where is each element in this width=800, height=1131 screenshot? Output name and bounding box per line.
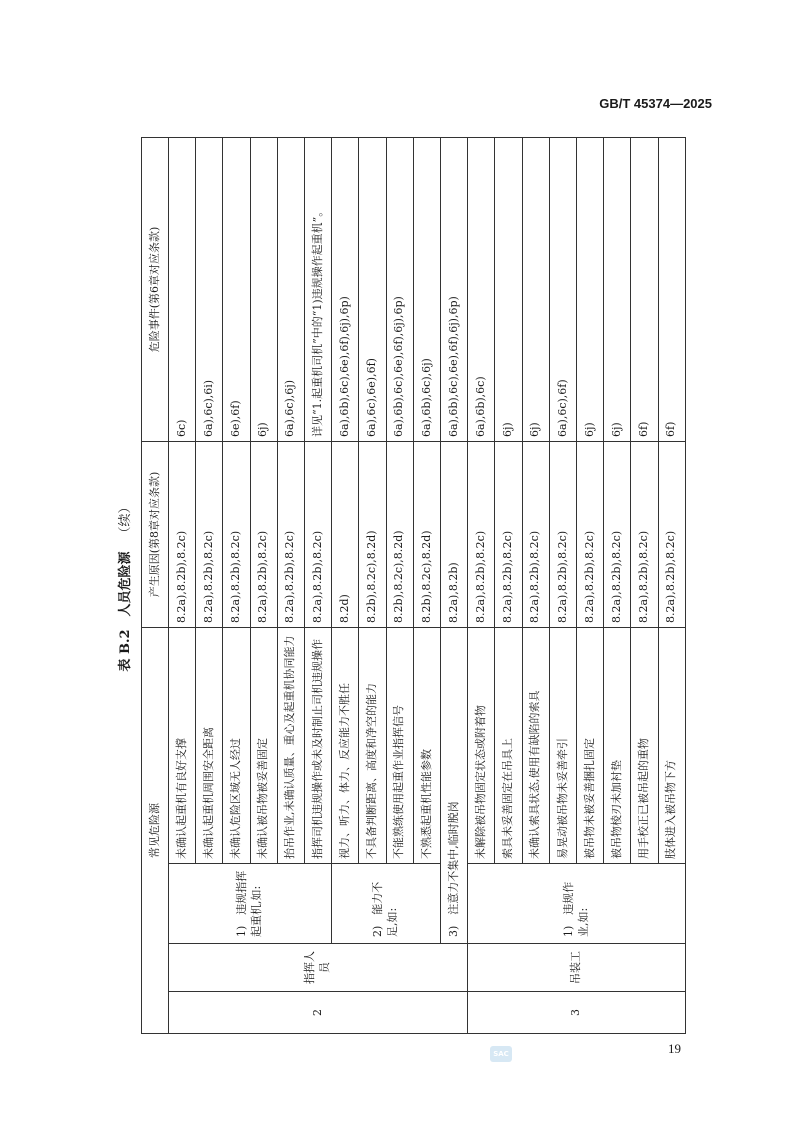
event-cell: 6a),6b),6c),6e),6f),6j),6p) (441, 138, 468, 442)
event-cell: 6e),6f) (223, 138, 250, 442)
hazard-item: 不熟悉起重机性能参数 (413, 628, 440, 864)
table-continued: （续） (118, 500, 133, 540)
event-cell: 6j) (495, 138, 522, 442)
category-number: 3 (468, 992, 686, 1034)
rotated-table-page (111, 138, 711, 1034)
hazard-item: 视力、听力、体力、反应能力不胜任 (332, 628, 359, 864)
cause-cell: 8.2a),8.2b),8.2c) (604, 442, 631, 628)
cause-cell: 8.2b),8.2c),8.2d) (413, 442, 440, 628)
cause-cell: 8.2a),8.2b),8.2c) (223, 442, 250, 628)
group-label: 3) 注意力不集中,临时脱岗 (441, 628, 468, 944)
table-title (111, 138, 141, 1034)
table-row (169, 138, 196, 1034)
hazard-item: 抬吊作业,未确认质量、重心及起重机协同能力 (277, 628, 304, 864)
hazard-item: 指挥司机违规操作或未及时制止司机违规操作 (305, 628, 332, 864)
event-cell: 6a),6c),6i) (196, 138, 223, 442)
event-cell: 6a),6b),6c),6e),6f),6j),6p) (386, 138, 413, 442)
cause-cell: 8.2a),8.2b),8.2c) (522, 442, 549, 628)
table-row (441, 138, 468, 1034)
event-cell: 6f) (631, 138, 658, 442)
event-cell: 6j) (522, 138, 549, 442)
hazard-item: 未确认被吊物被妥善固定 (250, 628, 277, 864)
hazard-table (141, 137, 686, 1034)
table-title-text: 表 B.2 人员危险源 (118, 551, 133, 672)
hazard-item: 未解除被吊物固定状态或附着物 (468, 628, 495, 864)
event-cell: 6j) (604, 138, 631, 442)
cause-cell: 8.2a),8.2b),8.2c) (305, 442, 332, 628)
hazard-item: 用手校正已被吊起的重物 (631, 628, 658, 864)
event-cell: 6j) (250, 138, 277, 442)
cause-cell: 8.2a),8.2b),8.2c) (277, 442, 304, 628)
hazard-item: 被吊物未被妥善捆扎固定 (577, 628, 604, 864)
event-cell: 6a),6b),6c) (468, 138, 495, 442)
col-cause-header: 产生原因(第8章对应条款) (142, 442, 169, 628)
group-label: 1) 违规指挥起重机,如: (169, 864, 332, 944)
cause-cell: 8.2a),8.2b),8.2c) (549, 442, 576, 628)
hazard-item: 不具备判断距离、高度和净空的能力 (359, 628, 386, 864)
event-cell: 详见“1.起重机司机”中的“1)违规操作起重机”。 (305, 138, 332, 442)
hazard-item: 未确认索具状态,使用有缺陷的索具 (522, 628, 549, 864)
hazard-item: 不能熟练使用起重作业指挥信号 (386, 628, 413, 864)
cause-cell: 8.2b),8.2c),8.2d) (386, 442, 413, 628)
hazard-item: 索具未妥善固定在吊具上 (495, 628, 522, 864)
group-label: 2) 能力不足,如: (332, 864, 441, 944)
category-number: 2 (169, 992, 468, 1034)
standard-code: GB/T 45374—2025 (599, 96, 712, 111)
event-cell: 6f) (658, 138, 685, 442)
hazard-item: 肢体进入被吊物下方 (658, 628, 685, 864)
event-cell: 6a),6c),6e),6f) (359, 138, 386, 442)
event-cell: 6a),6b),6c),6j) (413, 138, 440, 442)
cause-cell: 8.2a),8.2b),8.2c) (495, 442, 522, 628)
cause-cell: 8.2a),8.2b),8.2c) (577, 442, 604, 628)
col-event-header: 危险事件(第6章对应条款) (142, 138, 169, 442)
col-hazard-header: 常见危险源 (142, 628, 169, 1034)
event-cell: 6c) (169, 138, 196, 442)
cause-cell: 8.2a),8.2b),8.2c) (468, 442, 495, 628)
hazard-item: 易晃动被吊物未妥善牵引 (549, 628, 576, 864)
cause-cell: 8.2b),8.2c),8.2d) (359, 442, 386, 628)
event-cell: 6a),6c),6f) (549, 138, 576, 442)
table-row (468, 138, 495, 1034)
hazard-item: 未确认起重机周围安全距离 (196, 628, 223, 864)
cause-cell: 8.2a),8.2b),8.2c) (196, 442, 223, 628)
event-cell: 6a),6b),6c),6e),6f),6j),6p) (332, 138, 359, 442)
table-header-row (142, 138, 169, 1034)
event-cell: 6a),6c),6j) (277, 138, 304, 442)
hazard-item: 未确认危险区域无人经过 (223, 628, 250, 864)
sac-logo: SAC (490, 1046, 512, 1062)
cause-cell: 8.2a),8.2b),8.2c) (250, 442, 277, 628)
category-label: 吊装工 (468, 944, 686, 992)
cause-cell: 8.2d) (332, 442, 359, 628)
cause-cell: 8.2a),8.2b),8.2c) (658, 442, 685, 628)
event-cell: 6j) (577, 138, 604, 442)
group-label: 1) 违规作业,如: (468, 864, 686, 944)
cause-cell: 8.2a),8.2b),8.2c) (631, 442, 658, 628)
cause-cell: 8.2a),8.2b),8.2c) (169, 442, 196, 628)
category-label: 指挥人员 (169, 944, 468, 992)
hazard-item: 未确认起重机有良好支撑 (169, 628, 196, 864)
table-row (332, 138, 359, 1034)
cause-cell: 8.2a),8.2b) (441, 442, 468, 628)
page-number: 19 (668, 1041, 681, 1056)
hazard-item: 被吊物棱刃未加衬垫 (604, 628, 631, 864)
